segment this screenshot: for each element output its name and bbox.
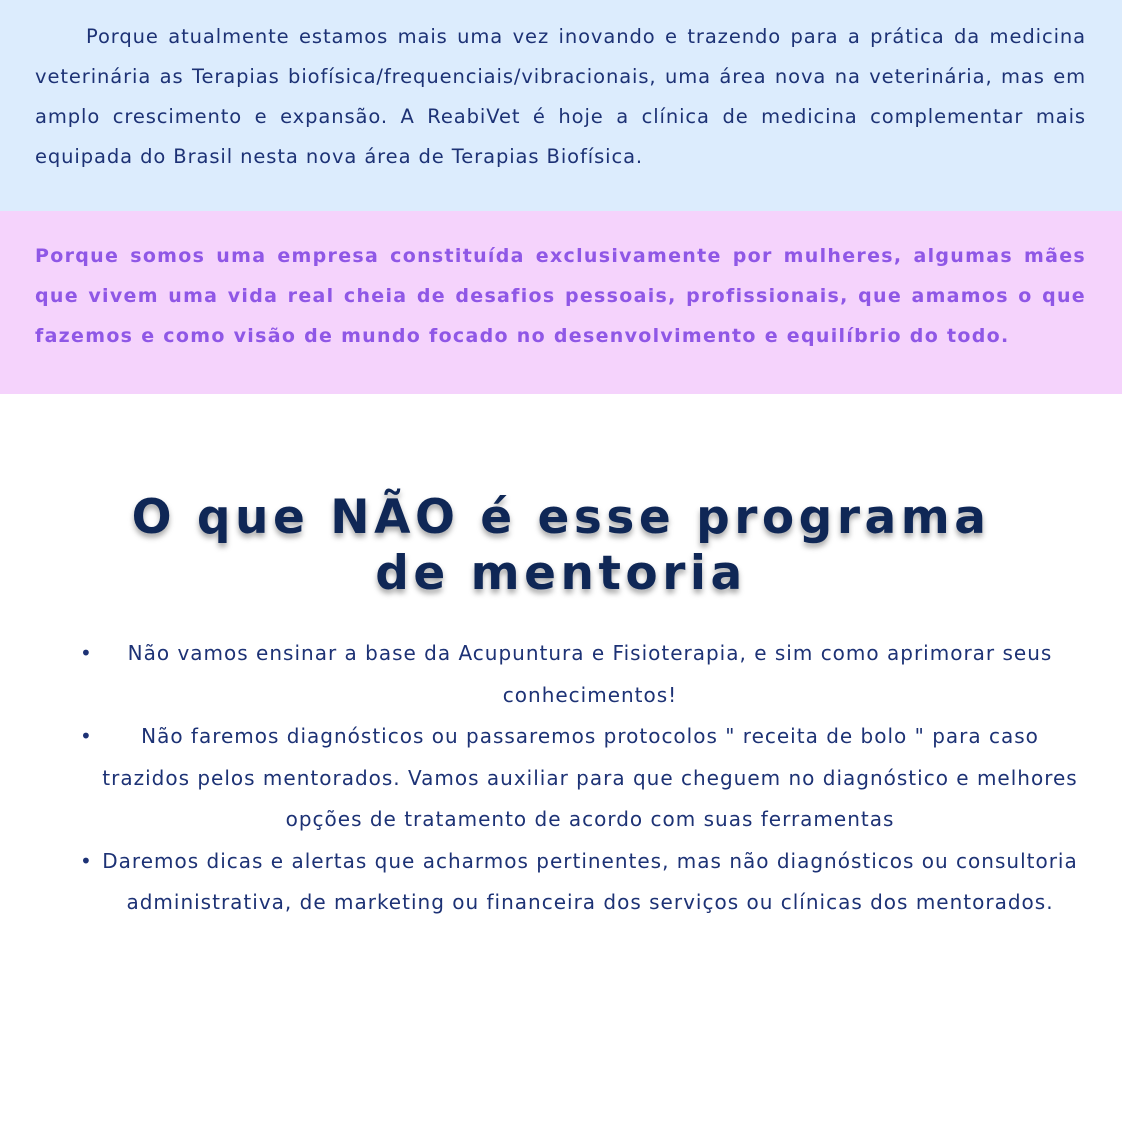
- intro-paragraph: Porque atualmente estamos mais uma vez inovando e trazendo para a prática da medicina veterinária as Terapias biofísica/frequenciais/vibracionais, uma área nova na veterinária, mas em amplo crescimento e expansão. A ReabiVet é hoje a clínica de medicina complementar mais equipada do Brasil nesta nova área de Terapias Biofísica.: [35, 25, 1086, 168]
- bullet-icon: •: [80, 724, 93, 748]
- heading-line-2: de mentoria: [375, 546, 747, 601]
- bullet-text: Não faremos diagnósticos ou passaremos protocolos " receita de bolo " para caso trazidos pelos mentorados. Vamos auxiliar para que cheguem no diagnóstico e melhores opções de tratamento de acordo com suas ferramentas: [102, 724, 1078, 831]
- bullet-text: Daremos dicas e alertas que acharmos pertinentes, mas não diagnósticos ou consultoria administrativa, de marketing ou financeira dos serviços ou clínicas dos mentorados.: [102, 848, 1078, 914]
- women-paragraph: Porque somos uma empresa constituída exclusivamente por mulheres, algumas mães que vivem uma vida real cheia de desafios pessoais, profissionais, que amamos o que fazemos e como visão de mundo focado no desenvolvimento e equilíbrio do todo.: [35, 245, 1086, 347]
- page-heading: [0, 490, 1122, 602]
- bullet-text: Não vamos ensinar a base da Acupuntura e Fisioterapia, e sim como aprimorar seus conhecimentos!: [127, 641, 1053, 707]
- bullet-icon: •: [80, 641, 93, 665]
- bullet-icon: •: [80, 848, 93, 873]
- women-section: [0, 211, 1122, 394]
- heading-line-1: O que NÃO é esse programa: [131, 490, 991, 545]
- intro-section: [0, 0, 1122, 211]
- bullet-list: [80, 633, 1080, 924]
- bullet-item: [80, 716, 1080, 841]
- bullet-item: [80, 633, 1080, 716]
- bullet-item: [80, 841, 1080, 924]
